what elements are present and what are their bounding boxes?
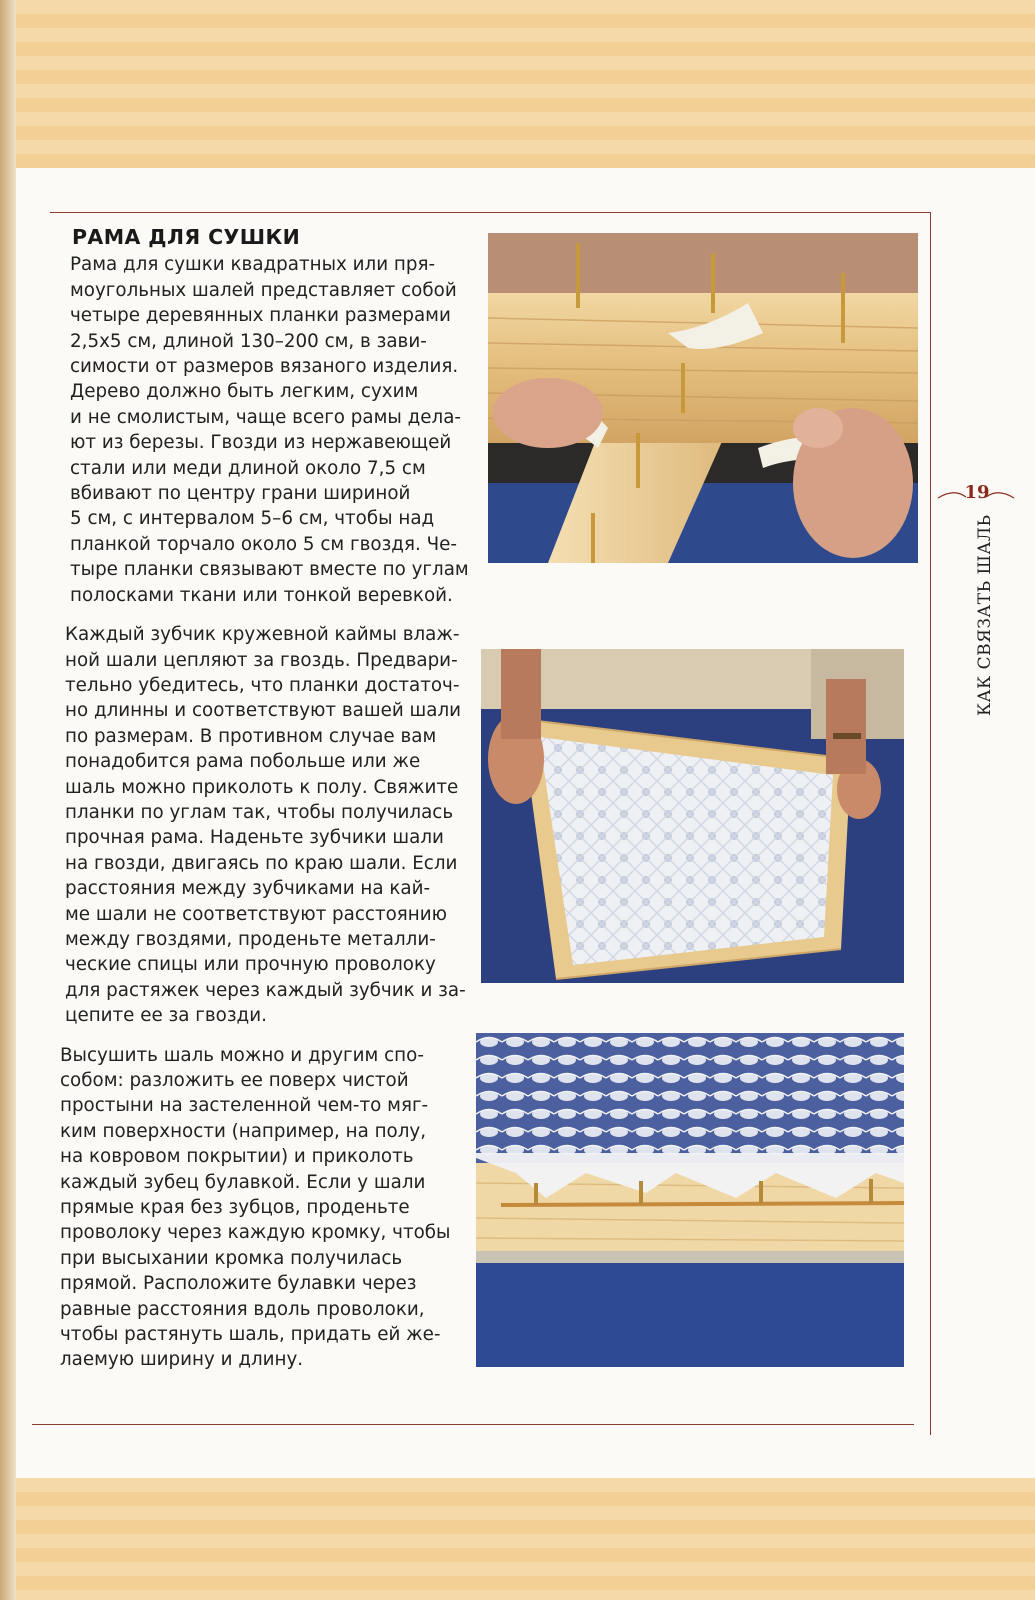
- bottom-decorative-band: [0, 1478, 1035, 1600]
- p1-line: Рама для сушки квадратных или пря-: [70, 254, 436, 276]
- p3-line: каждый зубец булавкой. Если у шали: [60, 1171, 426, 1193]
- p3-line: чтобы растянуть шаль, придать ей же-: [60, 1324, 441, 1346]
- top-decorative-band: [0, 0, 1035, 168]
- p2-line: на гвозди, двигаясь по краю шали. Если: [65, 852, 458, 874]
- book-spine-shadow: [0, 0, 16, 1600]
- p1-line: полосками ткани или тонкой веревкой.: [70, 584, 453, 606]
- p1-line: и не смолистым, чаще всего рамы дела-: [70, 406, 462, 428]
- photo-lace-points-on-nails: [476, 1033, 904, 1367]
- p2-line: по размерам. В противном случае вам: [65, 725, 437, 747]
- p1-line: планкой торчало около 5 см гвоздя. Че-: [70, 533, 457, 555]
- p2-line: понадобится рама побольше или же: [65, 751, 421, 773]
- p1-line: моугольных шалей представляет собой: [70, 279, 457, 301]
- p3-line: при высыхании кромка получилась: [60, 1247, 403, 1269]
- p1-line: 2,5х5 см, длиной 130–200 см, в зави-: [70, 330, 427, 352]
- p1-line: вбивают по центру грани шириной: [70, 483, 411, 505]
- paragraph-3: [58, 1043, 483, 1373]
- p2-line: Каждый зубчик кружевной каймы влаж-: [65, 624, 460, 646]
- p3-line: простыни на застеленной чем-то мяг-: [60, 1095, 429, 1117]
- p1-line: четыре деревянных планки размерами: [70, 305, 451, 327]
- p2-line: расстояния между зубчиками на кай-: [65, 878, 431, 900]
- p3-line: лаемую ширину и длину.: [60, 1349, 304, 1371]
- running-section-title: КАК СВЯЗАТЬ ШАЛЬ: [975, 514, 995, 716]
- p3-line: равные расстояния вдоль проволоки,: [60, 1298, 425, 1320]
- article-heading: РАМА ДЛЯ СУШКИ: [72, 225, 301, 249]
- article-text-column: [58, 225, 483, 1387]
- p2-line: тельно убедитесь, что планки достаточ-: [65, 674, 460, 696]
- p1-line: стали или меди длиной около 7,5 см: [70, 457, 426, 479]
- p2-line: но длинны и соответствуют вашей шали: [65, 700, 462, 722]
- p2-line: шаль можно приколоть к полу. Свяжите: [65, 776, 459, 798]
- p1-line: тыре планки связывают вместе по углам: [70, 559, 469, 581]
- p2-line: ческие спицы или прочную проволоку: [65, 954, 436, 976]
- photo-frame-corner-tying: [488, 233, 918, 563]
- p2-line: прочная рама. Наденьте зубчики шали: [65, 827, 444, 849]
- p2-line: планки по углам так, чтобы получилась: [65, 801, 454, 823]
- p3-line: на ковровом покрытии) и приколоть: [60, 1146, 414, 1168]
- p2-line: между гвоздями, проденьте металли-: [65, 928, 436, 950]
- p2-line: для растяжек через каждый зубчик и за-: [65, 979, 466, 1001]
- p3-line: прямой. Расположите булавки через: [60, 1273, 417, 1295]
- p2-line: ной шали цепляют за гвоздь. Предвари-: [65, 649, 458, 671]
- p1-line: симости от размеров вязаного изделия.: [70, 356, 459, 378]
- p3-line: прямые края без зубцов, проденьте: [60, 1197, 410, 1219]
- p3-line: проволоку через каждую кромку, чтобы: [60, 1222, 451, 1244]
- p1-line: 5 см, с интервалом 5–6 см, чтобы над: [70, 508, 435, 530]
- paragraph-1: [58, 252, 483, 608]
- p1-line: ют из березы. Гвозди из нержавеющей: [70, 432, 452, 454]
- photo-shawl-on-frame: [481, 649, 904, 983]
- p2-line: ме шали не соответствуют расстоянию: [65, 903, 448, 925]
- p2-line: цепите ее за гвозди.: [65, 1005, 267, 1027]
- p1-line: Дерево должно быть легким, сухим: [70, 381, 419, 403]
- paragraph-2: [58, 622, 483, 1029]
- p3-line: Высушить шаль можно и другим спо-: [60, 1044, 424, 1066]
- p3-line: собом: разложить ее поверх чистой: [60, 1070, 409, 1091]
- frame-bottom-rule: [32, 1424, 914, 1425]
- page-number: 19: [964, 482, 990, 503]
- p3-line: ким поверхности (например, на полу,: [60, 1120, 427, 1142]
